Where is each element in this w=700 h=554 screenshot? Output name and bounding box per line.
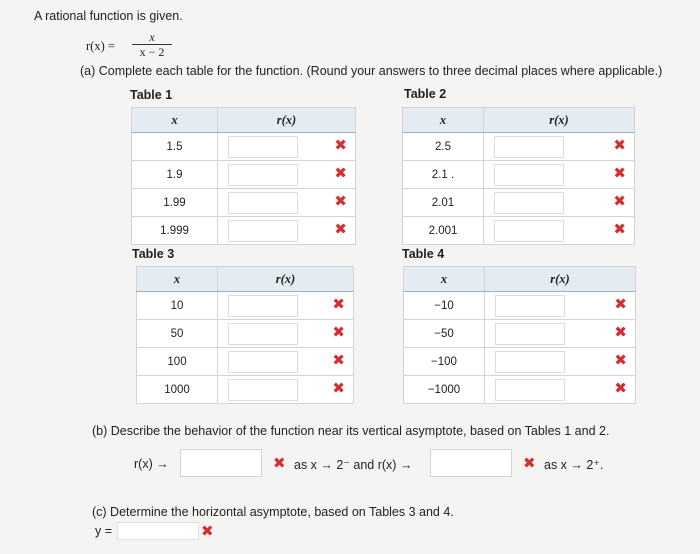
table-row (403, 161, 635, 189)
incorrect-icon: ✖ (332, 323, 345, 341)
answer-input[interactable] (494, 164, 564, 186)
answer-input[interactable] (228, 295, 298, 317)
function-lhs-text: r(x) = (86, 39, 115, 53)
table-header-row (132, 108, 356, 133)
x-value: 1000 (137, 376, 218, 404)
table-row (404, 348, 636, 376)
table-row (132, 189, 356, 217)
incorrect-icon: ✖ (334, 192, 347, 210)
table-row (137, 376, 354, 404)
table-row (137, 292, 354, 320)
table-row (403, 189, 635, 217)
incorrect-icon: ✖ (614, 323, 627, 341)
answer-input[interactable] (228, 164, 298, 186)
x-value: −100 (404, 348, 485, 376)
answer-input[interactable] (228, 323, 298, 345)
incorrect-icon: ✖ (332, 295, 345, 313)
right-limit-input[interactable] (430, 449, 512, 477)
incorrect-icon: ✖ (201, 522, 214, 540)
answer-input[interactable] (228, 379, 298, 401)
x-value: 2.01 (403, 189, 484, 217)
incorrect-icon: ✖ (332, 379, 345, 397)
x-value: 50 (137, 320, 218, 348)
table-3 (136, 266, 354, 404)
part-c-lhs: y = (95, 524, 113, 538)
incorrect-icon: ✖ (334, 136, 347, 154)
table-3-title: Table 3 (132, 247, 175, 261)
column-header-r: r(x) (218, 108, 356, 133)
incorrect-icon: ✖ (613, 220, 626, 238)
table-row (137, 348, 354, 376)
incorrect-icon: ✖ (613, 192, 626, 210)
x-value: 2.001 (403, 217, 484, 245)
table-1 (131, 107, 356, 245)
r-cell (218, 320, 354, 348)
r-cell (218, 376, 354, 404)
table-row (403, 133, 635, 161)
x-value: 1.5 (132, 133, 218, 161)
r-cell (218, 348, 354, 376)
incorrect-icon: ✖ (334, 164, 347, 182)
x-value: 100 (137, 348, 218, 376)
answer-input[interactable] (495, 323, 565, 345)
fraction-denominator: x − 2 (139, 45, 165, 59)
answer-input[interactable] (494, 192, 564, 214)
table-row (137, 320, 354, 348)
column-header-x: x (404, 267, 485, 292)
table-row (132, 217, 356, 245)
table-2 (402, 107, 635, 245)
part-b-condition-1: as x → 2⁻ and r(x) → (294, 458, 413, 472)
r-cell (485, 376, 636, 404)
table-row (404, 376, 636, 404)
r-cell (485, 320, 636, 348)
x-value: 10 (137, 292, 218, 320)
r-cell (218, 292, 354, 320)
table-4-title: Table 4 (402, 247, 445, 261)
column-header-r: r(x) (218, 267, 354, 292)
x-value: 1.9 (132, 161, 218, 189)
x-value: 1.99 (132, 189, 218, 217)
x-value: 1.999 (132, 217, 218, 245)
incorrect-icon: ✖ (273, 454, 286, 472)
r-cell (484, 217, 635, 245)
column-header-x: x (137, 267, 218, 292)
answer-input[interactable] (494, 136, 564, 158)
left-limit-input[interactable] (180, 449, 262, 477)
answer-input[interactable] (495, 295, 565, 317)
r-cell (484, 161, 635, 189)
table-1-title: Table 1 (130, 88, 173, 102)
answer-input[interactable] (495, 351, 565, 373)
column-header-x: x (403, 108, 484, 133)
r-cell (484, 133, 635, 161)
part-b-prompt: (b) Describe the behavior of the function near its vertical asymptote, based on Tables 1 and 2. (92, 424, 610, 438)
r-cell (218, 189, 356, 217)
answer-input[interactable] (495, 379, 565, 401)
answer-input[interactable] (228, 192, 298, 214)
table-4 (403, 266, 636, 404)
table-header-row (404, 267, 636, 292)
incorrect-icon: ✖ (523, 454, 536, 472)
intro-text: A rational function is given. (34, 9, 183, 23)
table-row (404, 320, 636, 348)
r-cell (218, 133, 356, 161)
table-row (132, 133, 356, 161)
answer-input[interactable] (228, 136, 298, 158)
incorrect-icon: ✖ (334, 220, 347, 238)
table-row (403, 217, 635, 245)
table-header-row (137, 267, 354, 292)
x-value: 2.5 (403, 133, 484, 161)
part-a-prompt: (a) Complete each table for the function. (Round your answers to three decimal places where applicable.) (80, 64, 663, 78)
part-b-lhs: r(x) → (134, 457, 169, 471)
column-header-x: x (132, 108, 218, 133)
answer-input[interactable] (228, 220, 298, 242)
part-c-prompt: (c) Determine the horizontal asymptote, based on Tables 3 and 4. (92, 505, 454, 519)
x-value: −1000 (404, 376, 485, 404)
r-cell (485, 292, 636, 320)
table-row (132, 161, 356, 189)
incorrect-icon: ✖ (613, 164, 626, 182)
answer-input[interactable] (494, 220, 564, 242)
horizontal-asymptote-input[interactable] (117, 522, 199, 540)
answer-input[interactable] (228, 351, 298, 373)
incorrect-icon: ✖ (614, 295, 627, 313)
column-header-r: r(x) (485, 267, 636, 292)
function-fraction (132, 31, 172, 59)
part-b-condition-2: as x → 2⁺. (544, 458, 604, 472)
incorrect-icon: ✖ (614, 379, 627, 397)
x-value: −50 (404, 320, 485, 348)
r-cell (218, 217, 356, 245)
table-row (404, 292, 636, 320)
incorrect-icon: ✖ (332, 351, 345, 369)
column-header-r: r(x) (484, 108, 635, 133)
table-header-row (403, 108, 635, 133)
incorrect-icon: ✖ (613, 136, 626, 154)
table-2-title: Table 2 (404, 87, 447, 101)
r-cell (485, 348, 636, 376)
x-value: −10 (404, 292, 485, 320)
r-cell (218, 161, 356, 189)
incorrect-icon: ✖ (614, 351, 627, 369)
x-value: 2.1 . (403, 161, 484, 189)
r-cell (484, 189, 635, 217)
function-lhs (86, 39, 115, 54)
fraction-numerator: x (132, 31, 172, 45)
